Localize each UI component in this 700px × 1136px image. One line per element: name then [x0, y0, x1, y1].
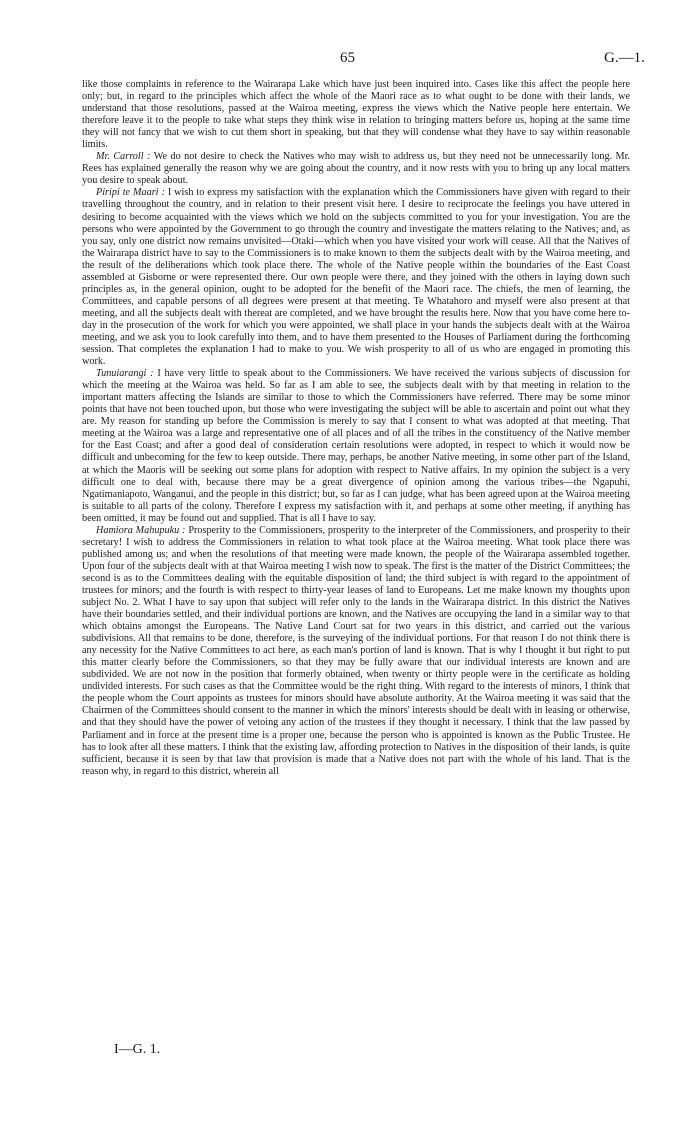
- paragraph-carroll: [82, 151, 630, 187]
- paragraph-text: I have very little to speak about to the Commissioners. We have received the various subjects of discussion for which the meeting at the Wairoa was held. So far as I am able to see, the subjects dealt with by that meeting in relation to the important matters affecting the Islands are similar to those to which the Commissioners have referred. There may be some minor points that have not been touched upon, but those who were investigating the subject will be able to ascertain and point out what they are. My reason for standing up before the Commission is merely to say that I consent to what was adopted at that meeting. That meeting at the Wairoa was a large and representative one of all places and of all the tribes in the constituency of the Native member for the East Coast; and after a good deal of consideration certain resolutions were adopted, in respect to which it would now be difficult and unbecoming for the few to keep outside. There may, perhaps, be another Native meeting, in some other part of the Island, at which the Maoris will be seeking out some plans for adoption with respect to Native affairs. In my opinion the subject is a very difficult one to deal with, because there may be a great divergence of opinion among the various tribes—the Ngapuhi, Ngatimaniapoto, Wanganui, and the people in this district; but, so far as I can judge, what has been agreed upon at the Wairoa meeting is suitable to all parts of the colony. Therefore I express my satisfaction with it, and perhaps at some other meeting, if anything has been omitted, it may be found out and supplied. That is all I have to say.: [82, 368, 631, 524]
- speaker-name: Tunuiarangi :: [96, 368, 154, 380]
- paragraph-text: Prosperity to the Commissioners, prosperity to the interpreter of the Commissioners, and prosperity to their secretary! I wish to address the Commissioners in relation to what took place at the Wairoa meeting. What took place there was published among us; and when the resolutions of that meeting were made known, the people of the Wairarapa assembled together. Upon four of the subjects dealt with at that Wairoa meeting I wish now to speak. The first is the matter of the District Committees; the second is as to the Committees dealing with the equitable disposition of land; the third subject is with regard to the appointment of trustees for minors; and the fourth is with respect to thirty-year leases of land to Europeans. Let me make known my thoughts upon subject No. 2. What I have to say upon that subject will refer only to the lands in the Wairarapa district. In this district the Natives have their boundaries settled, and their individual portions are known, and the Natives are occupying the land in a similar way to that which obtains amongst the Europeans. The Native Land Court sat for two years in this district, and carried out the various subdivisions. All that remains to be done, therefore, is the surveying of the individual portions. For that reason I do not think there is any necessity for the Native Committees to act here, as each man's portion of land is known. That is why I thought it but right to put this matter clearly before the Commissioners, so that they may be fully aware that our individual interests are known and are subdivided. We are not now in the position that formerly obtained, when twenty or thirty people were in the certificate as holding undivided interests. For such cases as that the Committee would be the right thing. With regard to the interests of minors, I think that the people whom the Court appoints as trustees for minors should have absolute authority. At the Wairoa meeting it was said that the Chairmen of the Committees should consent to the manner in which the minors' interests should be dealt with in leasing or otherwise, and that they should have the power of vetoing any action of the trustees if they thought it necessary. I think that the law passed by Parliament and in force at the present time is a proper one, because the person who is appointed is known as the Public Trustee. He has to look after all these matters. I think that the existing law, affording protection to Natives in the disposition of their lands, is quite sufficient, because it is seen by that law that provision is made that a Native does not part with the whole of his land. That is the reason why, in regard to this district, wherein all: [82, 524, 631, 777]
- paragraph-text: I wish to express my satisfaction with the explanation which the Commissioners have given with regard to their travelling throughout the country, and in relation to their present visit here. I desire to reciprocate the feelings you have uttered in desiring to become acquainted with the views which we hold on the subjects committed to you for your investigation. You are the persons who were appointed by the Government to go through the country and investigate the matters relating to the Natives; and, as you say, only one district now remains unvisited—Otaki—which when you have visited your work will cease. All that the Natives of the Wairarapa district have to say to the Commissioners is to make known to them the subjects dealt with by the Wairoa meeting, and the result of the deliberations which took place there. The whole of the Native people within the boundaries of the East Coast assembled at Gisborne or were represented there. Our own people were there, and they joined with the others in laying down such principles as, in the general opinion, ought to be adopted for the benefit of the Maori race. The chiefs, the men of learning, the Committees, and capable persons of all degrees were present at that meeting. Te Whatahoro and myself were also present at that meeting, and all the subjects dealt with thereat are completed, and we have brought the results here. Now that you have come here to-day in the prosecution of the work for which you were appointed, we shall place in your hands the subjects dealt with at the Wairoa meeting, and we ask you to look carefully into them, and to have them presented to the Houses of Parliament during the forthcoming session. That completes the explanation I had to make to you. We wish prosperity to all of us who are engaged in promoting this work.: [82, 187, 631, 368]
- paragraph-continuation: [82, 79, 630, 151]
- paragraph-piripi: [82, 187, 630, 368]
- paragraph-tunuiarangi: [82, 368, 630, 525]
- paragraph-hamiora: [82, 525, 630, 778]
- series-code: G.—1.: [604, 50, 645, 66]
- paragraph-text: like those complaints in reference to the Wairarapa Lake which have just been inquired into. Cases like this affect the people here only; but, in regard to the principles which affect the whole of the Maori race as to what ought to be done with their lands, we understand that those resolutions, passed at the Wairoa meeting, express the views which the Native people here entertain. We therefore leave it to the people to take what steps they think wise in relation to bringing matters before us, hoping at the same time they will not fancy that we wish to cut them short in speaking, but that they will condense what they have to say within reasonable limits.: [82, 79, 630, 151]
- body-text: [82, 79, 630, 778]
- speaker-name: Mr. Carroll :: [96, 151, 151, 163]
- paragraph-text: We do not desire to check the Natives who may wish to address us, but they need not be unnecessarily long. Mr. Rees has explained generally the reason why we are going about the country, and it now rests with you to bring up any local matters you desire to speak about.: [82, 151, 630, 187]
- speaker-name: Piripi te Maari :: [96, 187, 165, 199]
- page-number: 65: [340, 50, 355, 66]
- printer-signature-mark: I—G. 1.: [114, 1042, 161, 1057]
- speaker-name: Hamiora Mahupuku :: [96, 524, 186, 536]
